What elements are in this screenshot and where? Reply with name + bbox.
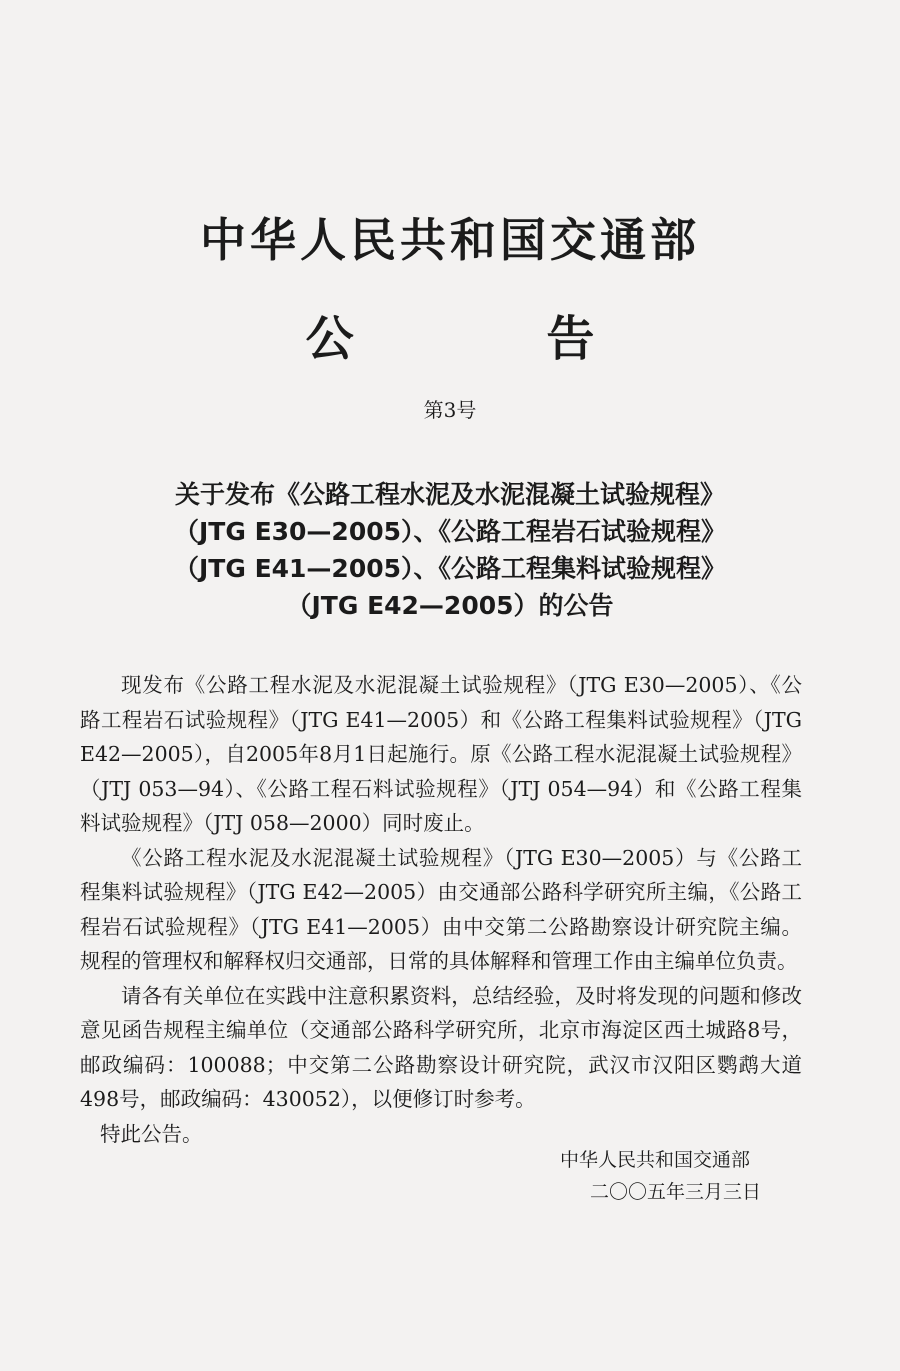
body-paragraph: 请各有关单位在实践中注意积累资料，总结经验，及时将发现的问题和修改意见函告规程主编单位（交通部公路科学研究所，北京市海淀区西土城路8号，邮政编码：100088；中交第二公路勘察设计研究院，武汉市汉阳区鹦鹉大道498号，邮政编码：430052），以便修订时参考。: [80, 983, 802, 1111]
issuer-name: 中华人民共和国交通部: [560, 1149, 751, 1171]
ministry-title: 中华人民共和国交通部: [200, 213, 700, 267]
notice-number: 第3号: [423, 398, 477, 422]
notice-title: 公 告: [305, 311, 683, 367]
notice-body: [80, 668, 802, 1151]
subject-line: （JTG E42—2005）的公告: [286, 591, 614, 620]
closing-line: 特此公告。: [100, 1121, 203, 1146]
subject-line: （JTG E41—2005）、《公路工程集料试验规程》: [173, 554, 727, 583]
signature-block: [560, 1144, 780, 1208]
body-paragraph: 现发布《公路工程水泥及水泥混凝土试验规程》（JTG E30—2005）、《公路工程岩石试验规程》（JTG E41—2005）和《公路工程集料试验规程》（JTG E42—2005），自2005年8月1日起施行。原《公路工程水泥混凝土试验规程》（JTJ 053—94）、《公路工程石料试验规程》（JTJ 054—94）和《公路工程集料试验规程》（JTJ 058—2000）同时废止。: [80, 673, 802, 835]
issue-date: 二〇〇五年三月三日: [590, 1181, 762, 1203]
notice-subject: [60, 476, 840, 624]
subject-line: （JTG E30—2005）、《公路工程岩石试验规程》: [173, 517, 727, 546]
subject-line: 关于发布《公路工程水泥及水泥混凝土试验规程》: [174, 480, 725, 509]
body-paragraph: 《公路工程水泥及水泥混凝土试验规程》（JTG E30—2005）与《公路工程集料试验规程》（JTG E42—2005）由交通部公路科学研究所主编，《公路工程岩石试验规程》（JTG E41—2005）由中交第二公路勘察设计研究院主编。规程的管理权和解释权归交通部，日常的具体解释和管理工作由主编单位负责。: [80, 845, 802, 973]
